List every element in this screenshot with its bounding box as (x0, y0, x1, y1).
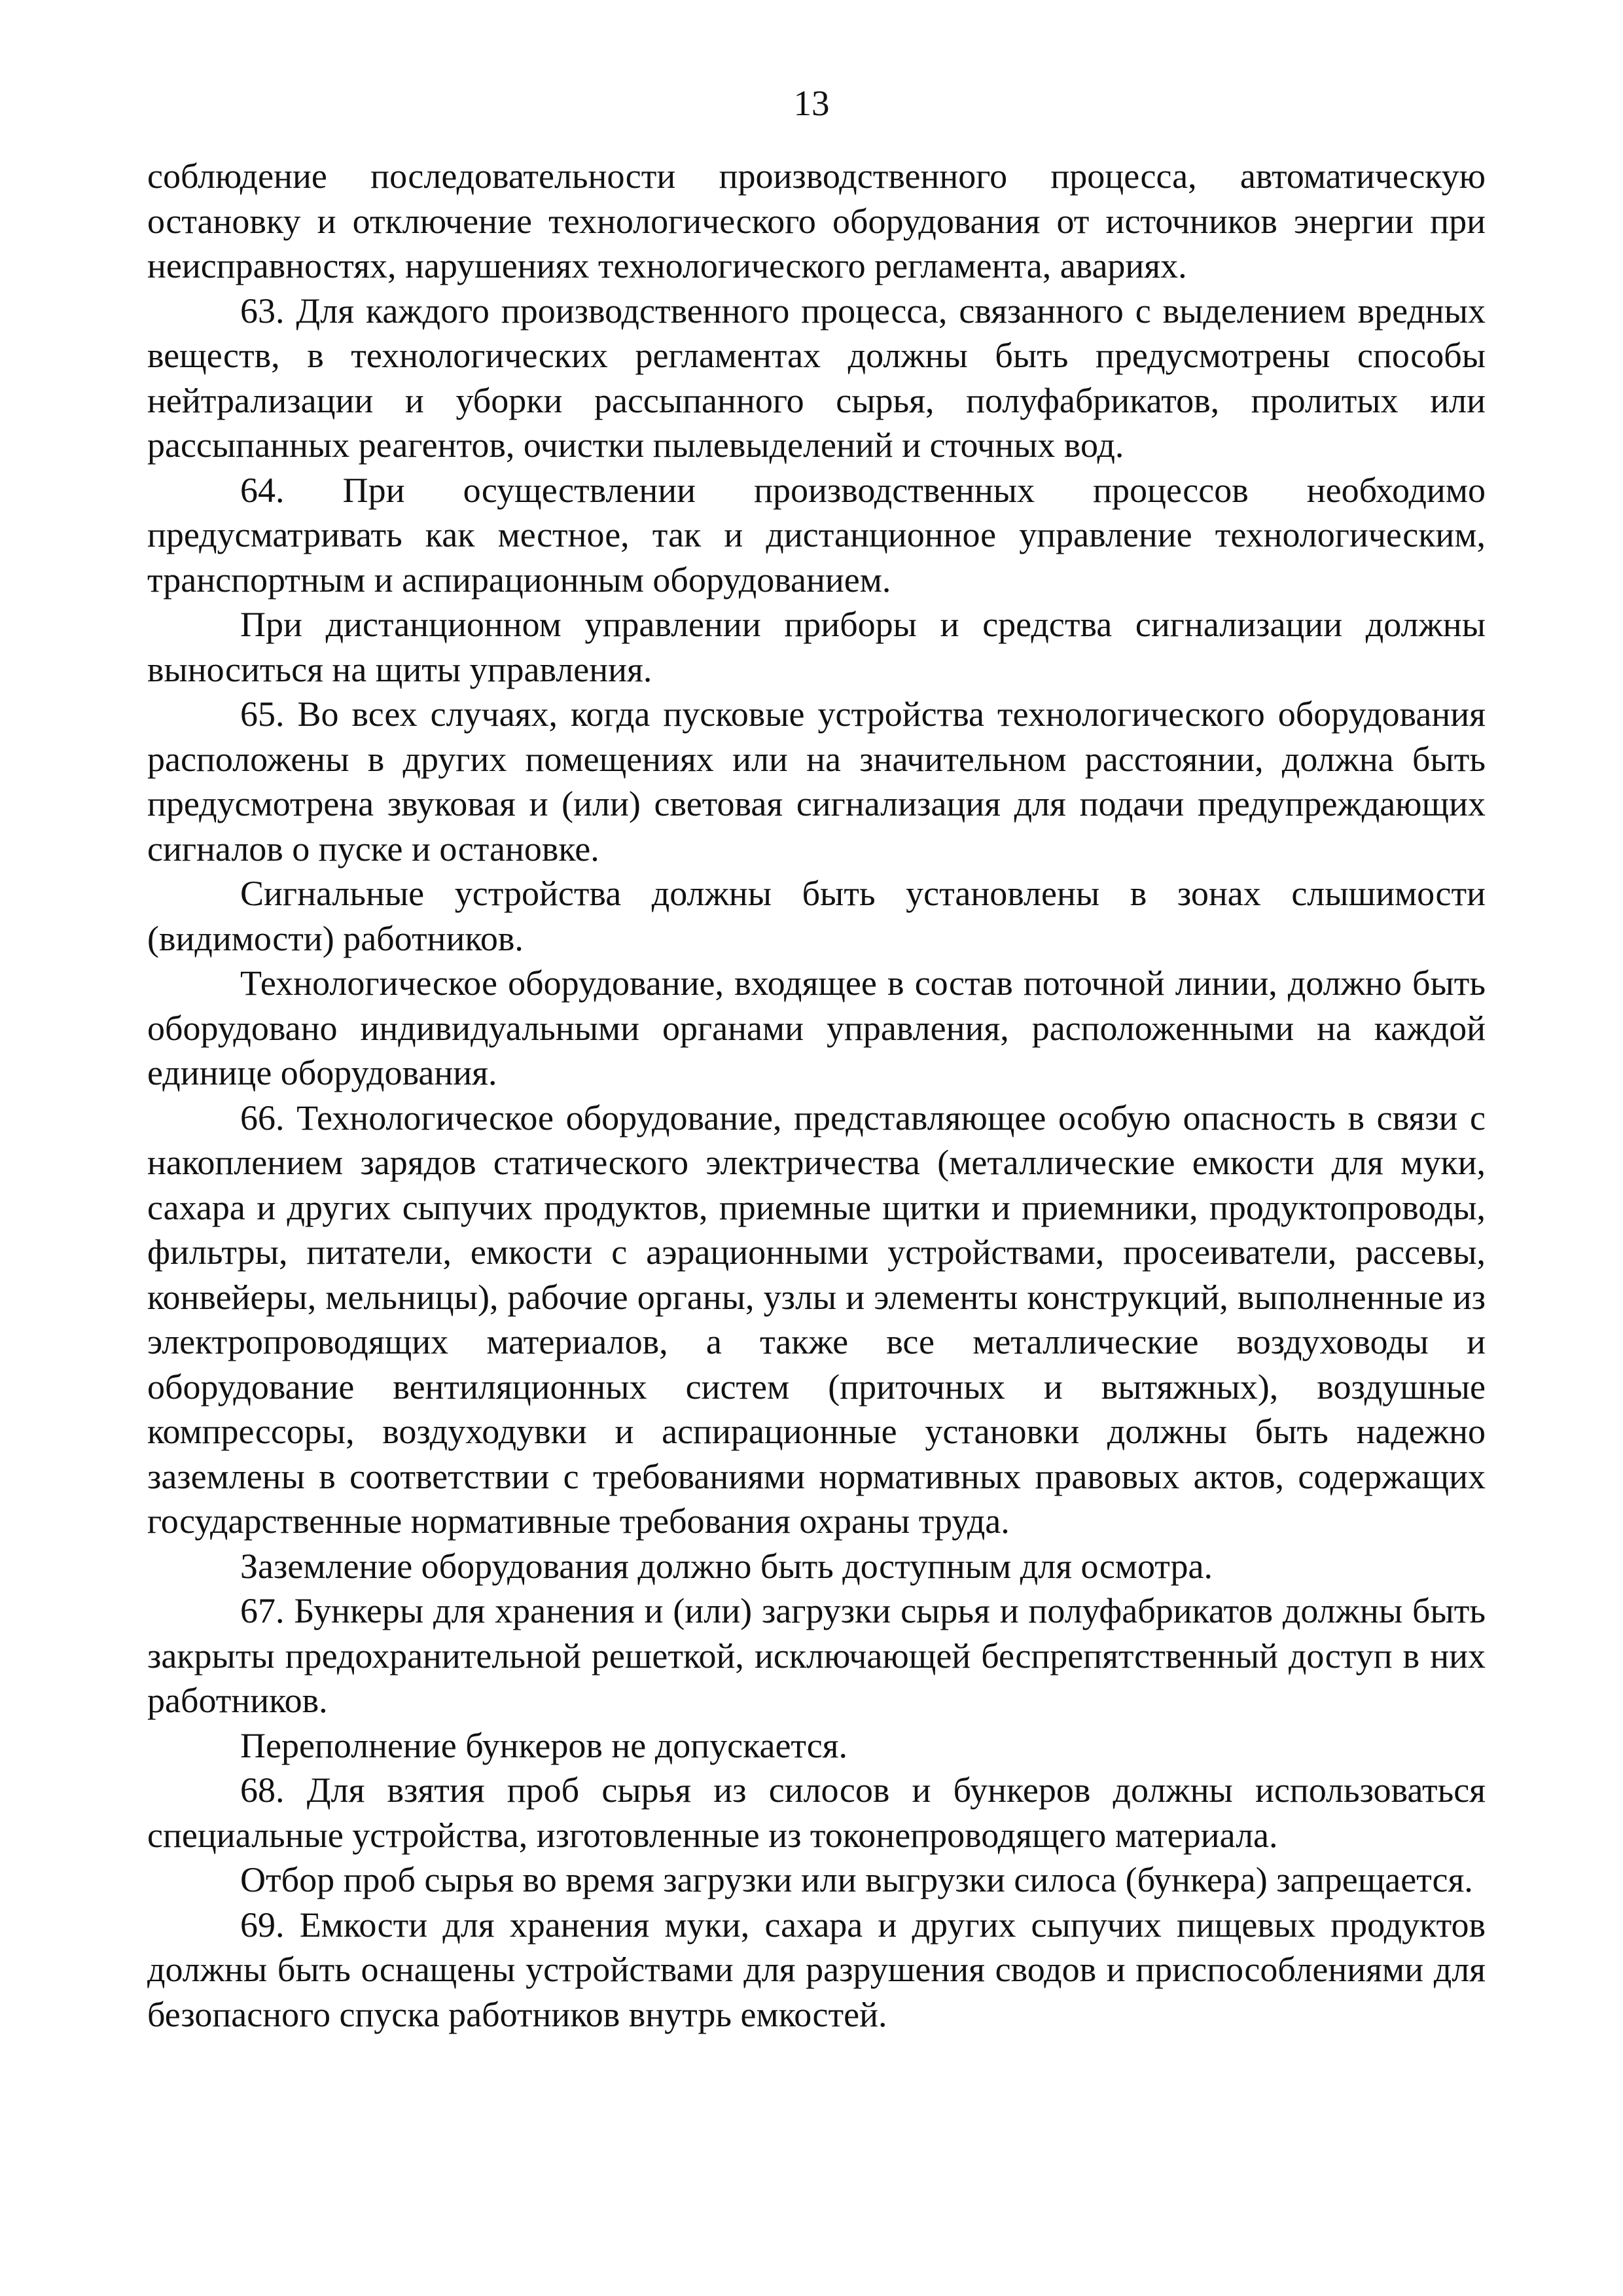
paragraph-66-grounding: Заземление оборудования должно быть доступным для осмотра. (240, 1546, 1213, 1586)
paragraph-65: 65. Во всех случаях, когда пусковые устройства технологического оборудования расположены в других помещениях или на значительном расстоянии, должна быть предусмотрена звуковая и (или) световая сигнализация для подачи предупреждающих сигналов о пуске и остановке. (147, 694, 1486, 869)
paragraph-68: 68. Для взятия проб сырья из силосов и бункеров должны использоваться специальные устройства, изготовленные из токонепроводящего материала. (147, 1770, 1486, 1855)
paragraph-continuation: соблюдение последовательности производственного процесса, автоматическую остановку и отключение технологического оборудования от источников энергии при неисправностях, нарушениях технологического регламента, авариях. (147, 156, 1486, 285)
paragraph-64: 64. При осуществлении производственных процессов необходимо предусматривать как местное, так и дистанционное управление технологическим, транспортным и аспирационным оборудованием. (147, 470, 1486, 600)
page-number: 13 (793, 83, 830, 123)
paragraph-65-signal-devices: Сигнальные устройства должны быть установлены в зонах слышимости (видимости) работников. (147, 874, 1486, 958)
paragraph-67-overfill: Переполнение бункеров не допускается. (240, 1725, 847, 1765)
paragraph-69: 69. Емкости для хранения муки, сахара и других сыпучих пищевых продуктов должны быть оснащены устройствами для разрушения сводов и приспособлениями для безопасного спуска работников внутрь емкостей. (147, 1905, 1486, 2034)
paragraph-65-flow-line: Технологическое оборудование, входящее в состав поточной линии, должно быть оборудовано индивидуальными органами управления, расположенными на каждой единице оборудования. (147, 963, 1486, 1092)
paragraph-66: 66. Технологическое оборудование, представляющее особую опасность в связи с накоплением зарядов статического электричества (металлические емкости для муки, сахара и других сыпучих продуктов, приемные щитки и приемники, продуктопроводы, фильтры, питатели, емкости с аэрационными устройствами, просеиватели, рассевы, конвейеры, мельницы), рабочие органы, узлы и элементы конструкций, выполненные из электропроводящих материалов, а также все металлические воздуховоды и оборудование вентиляционных систем (приточных и вытяжных), воздушные компрессоры, воздуходувки и аспирационные установки должны быть надежно заземлены в соответствии с требованиями нормативных правовых актов, содержащих государственные нормативные требования охраны труда. (147, 1098, 1486, 1541)
document-body (147, 154, 1486, 2037)
paragraph-67: 67. Бункеры для хранения и (или) загрузки сырья и полуфабрикатов должны быть закрыты предохранительной решеткой, исключающей беспрепятственный доступ в них работников. (147, 1591, 1486, 1720)
paragraph-63: 63. Для каждого производственного процесса, связанного с выделением вредных веществ, в технологических регламентах должны быть предусмотрены способы нейтрализации и уборки рассыпанного сырья, полуфабрикатов, пролитых или рассыпанных реагентов, очистки пылевыделений и сточных вод. (147, 291, 1486, 465)
paragraph-64-remote-control: При дистанционном управлении приборы и средства сигнализации должны выноситься на щиты управления. (147, 605, 1486, 689)
paragraph-68-sampling: Отбор проб сырья во время загрузки или выгрузки силоса (бункера) запрещается. (240, 1860, 1473, 1899)
